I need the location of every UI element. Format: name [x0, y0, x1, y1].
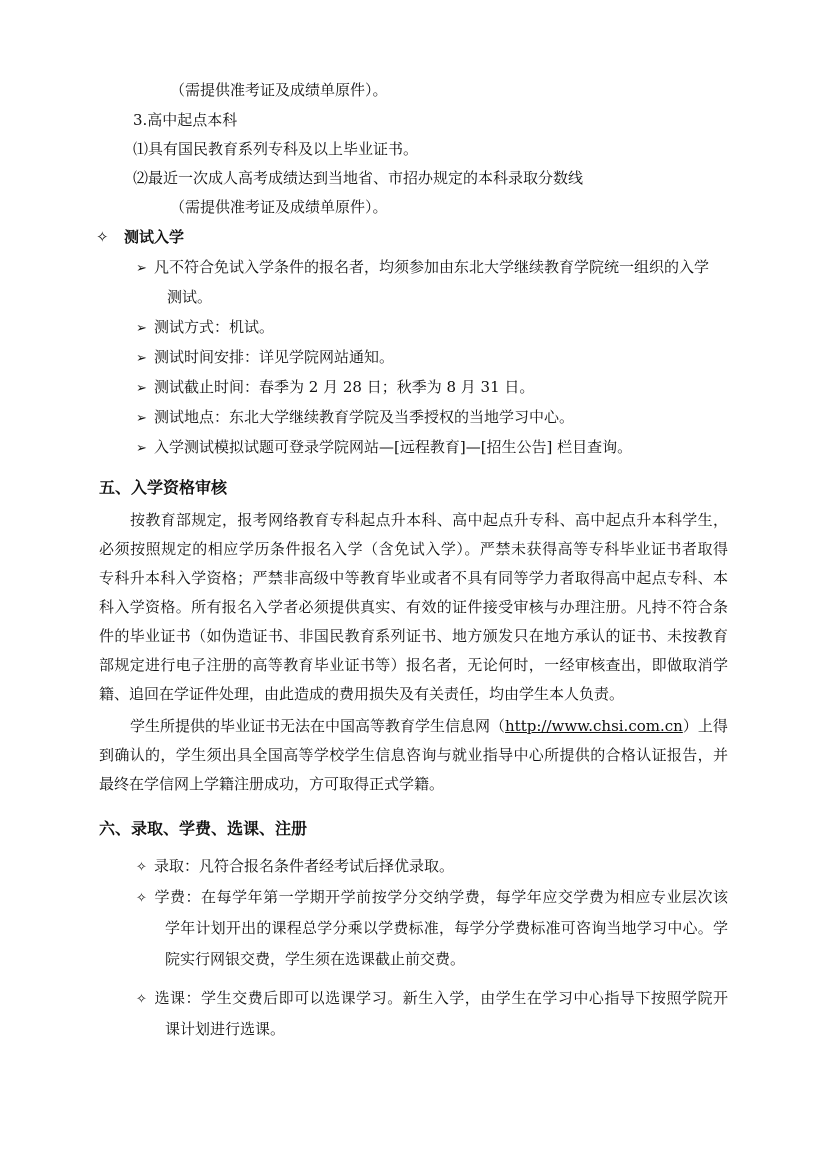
list-item-continuation: 学年计划开出的课程总学分乘以学费标准，每学分学费标准可咨询当地学习中心。学	[165, 919, 728, 937]
paragraph-line: 到确认的，学生须出具全国高等学校学生信息咨询与就业指导中心所提供的合格认证报告，并	[99, 746, 728, 764]
diamond-bullet-icon: ✧	[136, 891, 147, 906]
chsi-link[interactable]: http://www.chsi.com.cn	[505, 717, 683, 735]
list-item: ➢ 入学测试模拟试题可登录学院网站—[远程教育]—[招生公告] 栏目查询。	[136, 437, 632, 459]
arrow-bullet-icon: ➢	[136, 261, 147, 276]
requirement-note: （需提供准考证及成绩单原件）。	[170, 81, 388, 99]
list-item: ➢ 凡不符合免试入学条件的报名者，均须参加由东北大学继续教育学院统一组织的入学	[136, 257, 709, 279]
diamond-bullet-icon: ✧	[96, 228, 109, 246]
arrow-bullet-icon: ➢	[136, 321, 147, 336]
requirement-note: （需提供准考证及成绩单原件）。	[170, 198, 388, 216]
list-item: ➢ 测试截止时间：春季为 2 月 28 日；秋季为 8 月 31 日。	[136, 377, 534, 399]
arrow-bullet-icon: ➢	[136, 381, 147, 396]
arrow-bullet-icon: ➢	[136, 351, 147, 366]
paragraph-line: 科入学资格。所有报名入学者必须提供真实、有效的证件接受审核与办理注册。凡持不符合条	[99, 598, 728, 616]
paragraph-line: 必须按照规定的相应学历条件报名入学（含免试入学）。严禁未获得高等专科毕业证书者取得	[99, 540, 728, 558]
list-item-continuation: 课计划进行选课。	[165, 1020, 286, 1038]
requirement-item: ⑵最近一次成人高考成绩达到当地省、市招办规定的本科录取分数线	[133, 169, 584, 187]
paragraph-line: 学生所提供的毕业证书无法在中国高等教育学生信息网（http://www.chsi.com.cn）上得	[130, 717, 728, 735]
list-item: ➢ 测试时间安排：详见学院网站通知。	[136, 347, 394, 369]
arrow-bullet-icon: ➢	[136, 411, 147, 426]
list-item: ✧ 选课：学生交费后即可以选课学习。新生入学，由学生在学习中心指导下按照学院开	[136, 988, 728, 1010]
list-item-continuation: 院实行网银交费，学生须在选课截止前交费。	[165, 950, 466, 968]
paragraph-line: 部规定进行电子注册的高等教育毕业证书等）报名者，无论何时，一经审核查出，即做取消学	[99, 656, 728, 674]
section-heading: 六、录取、学费、选课、注册	[99, 819, 308, 838]
paragraph-line: 籍、追回在学证件处理，由此造成的费用损失及有关责任，均由学生本人负责。	[99, 685, 625, 703]
list-item-continuation: 测试。	[167, 288, 213, 306]
diamond-bullet-icon: ✧	[136, 860, 147, 875]
list-item: ✧ 录取：凡符合报名条件者经考试后择优录取。	[136, 856, 454, 878]
paragraph-line: 按教育部规定，报考网络教育专科起点升本科、高中起点升专科、高中起点升本科学生，	[130, 511, 728, 529]
subsection-title: 3.高中起点本科	[133, 111, 238, 129]
paragraph-line: 专科升本科入学资格；严禁非高级中等教育毕业或者不具有同等学力者取得高中起点专科、本	[99, 569, 728, 587]
paragraph-line: 最终在学信网上学籍注册成功，方可取得正式学籍。	[99, 775, 445, 793]
arrow-bullet-icon: ➢	[136, 441, 147, 456]
paragraph-line: 件的毕业证书（如伪造证书、非国民教育系列证书、地方颁发只在地方承认的证书、未按教育	[99, 627, 728, 645]
requirement-item: ⑴具有国民教育系列专科及以上毕业证书。	[133, 140, 419, 158]
list-item: ➢ 测试地点：东北大学继续教育学院及当季授权的当地学习中心。	[136, 407, 574, 429]
section-heading: 五、入学资格审核	[99, 478, 228, 497]
test-admission-heading: ✧ 测试入学	[96, 228, 185, 246]
list-item: ✧ 学费：在每学年第一学期开学前按学分交纳学费，每学年应交学费为相应专业层次该	[136, 887, 728, 909]
list-item: ➢ 测试方式：机试。	[136, 317, 274, 339]
diamond-bullet-icon: ✧	[136, 992, 147, 1007]
